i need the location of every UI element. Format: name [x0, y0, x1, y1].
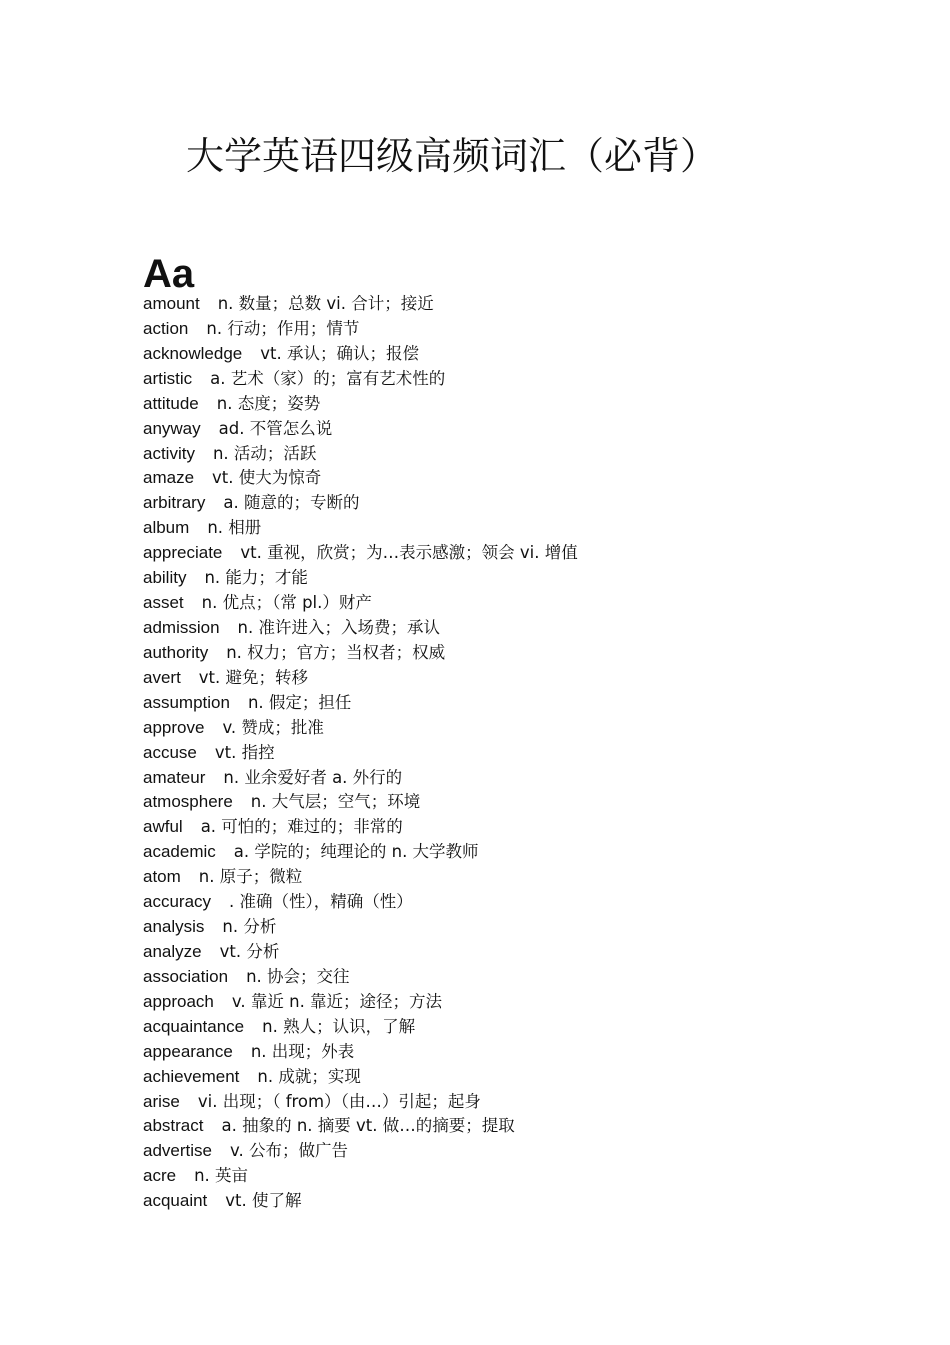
vocabulary-entry — [143, 915, 903, 940]
entry-definition: . 准确（性），精确（性） — [229, 892, 413, 912]
entry-word: approve — [143, 717, 205, 737]
vocabulary-entry — [143, 815, 903, 840]
entry-definition: n. 熟人；认识，了解 — [262, 1016, 416, 1036]
vocabulary-entry — [143, 392, 903, 417]
entry-definition: vt. 承认；确认；报偿 — [260, 343, 419, 363]
vocabulary-entry — [143, 666, 903, 691]
entry-definition: a. 抽象的 n. 摘要 vt. 做…的摘要；提取 — [221, 1116, 515, 1136]
entry-word: abstract — [143, 1116, 204, 1136]
entry-word: action — [143, 318, 189, 338]
entry-definition: n. 行动；作用；情节 — [206, 318, 360, 338]
entry-definition: n. 活动；活跃 — [212, 443, 317, 463]
vocabulary-entry — [143, 1065, 903, 1090]
vocabulary-entry — [143, 591, 903, 616]
entry-word: artistic — [143, 368, 193, 388]
entry-definition: n. 英亩 — [194, 1166, 249, 1186]
entry-word: amaze — [143, 468, 195, 488]
vocabulary-entry — [143, 1040, 903, 1065]
entry-definition: v. 公布；做广告 — [229, 1141, 348, 1161]
vocabulary-entry — [143, 616, 903, 641]
vocabulary-entry — [143, 317, 903, 342]
entry-word: acquaint — [143, 1191, 208, 1211]
entry-word: acknowledge — [143, 343, 243, 363]
entry-definition: vt. 使了解 — [225, 1191, 302, 1211]
vocabulary-entry — [143, 1189, 903, 1214]
vocabulary-entry — [143, 1114, 903, 1139]
vocabulary-entry — [143, 865, 903, 890]
entry-word: arise — [143, 1091, 180, 1111]
entry-definition: v. 赞成；批准 — [222, 717, 324, 737]
entry-word: appearance — [143, 1041, 233, 1061]
entry-definition: n. 相册 — [207, 518, 262, 538]
entry-word: appreciate — [143, 543, 223, 563]
vocabulary-entry — [143, 1164, 903, 1189]
entry-word: album — [143, 518, 190, 538]
entry-word: acre — [143, 1166, 177, 1186]
vocabulary-entry — [143, 716, 903, 741]
entry-definition: n. 数量；总数 vi. 合计；接近 — [217, 294, 434, 313]
entry-definition: n. 大气层；空气；环境 — [250, 792, 421, 812]
entry-definition: n. 原子；微粒 — [198, 867, 303, 887]
entry-definition: a. 学院的；纯理论的 n. 大学教师 — [233, 842, 479, 862]
entry-definition: vt. 使大为惊奇 — [212, 468, 322, 488]
entry-word: anyway — [143, 418, 201, 438]
entry-definition: vt. 重视，欣赏；为…表示感激；领会 vi. 增值 — [240, 543, 578, 563]
entry-word: atom — [143, 867, 181, 887]
entry-word: attitude — [143, 393, 199, 413]
entry-definition: n. 协会；交往 — [246, 966, 350, 986]
entry-definition: v. 靠近 n. 靠近；途径；方法 — [231, 991, 443, 1011]
vocabulary-entry — [143, 641, 903, 666]
entry-definition: n. 权力；官方；当权者；权威 — [226, 642, 446, 662]
vocabulary-entry — [143, 1090, 903, 1115]
entry-definition: n. 出现；外表 — [250, 1041, 355, 1061]
entry-word: association — [143, 966, 229, 986]
vocabulary-entry — [143, 292, 903, 317]
vocabulary-entry — [143, 516, 903, 541]
entry-definition: vt. 指控 — [214, 742, 275, 762]
entry-word: advertise — [143, 1141, 212, 1161]
entry-word: amateur — [143, 767, 206, 787]
entry-word: analyze — [143, 941, 202, 961]
entry-word: achievement — [143, 1066, 240, 1086]
entry-definition: n. 准许进入；入场费；承认 — [237, 617, 440, 637]
vocabulary-entry — [143, 342, 903, 367]
entry-definition: n. 业余爱好者 a. 外行的 — [223, 767, 403, 787]
vocabulary-entry — [143, 417, 903, 442]
vocabulary-entry — [143, 1015, 903, 1040]
entry-word: approach — [143, 991, 214, 1011]
entry-definition: n. 成就；实现 — [257, 1066, 361, 1086]
entry-word: ability — [143, 568, 187, 588]
entry-word: accuse — [143, 742, 197, 762]
vocabulary-entry — [143, 790, 903, 815]
document-title: 大学英语四级高频词汇（必背） — [186, 134, 719, 178]
entry-word: asset — [143, 593, 184, 613]
entry-word: admission — [143, 617, 220, 637]
entry-definition: vt. 分析 — [219, 941, 280, 961]
entry-definition: a. 随意的；专断的 — [223, 493, 360, 513]
vocabulary-entry — [143, 442, 903, 467]
entry-definition: n. 优点；（常 pl.）财产 — [201, 593, 372, 613]
vocabulary-entry — [143, 1139, 903, 1164]
vocabulary-entry — [143, 840, 903, 865]
entry-word: academic — [143, 842, 216, 862]
vocabulary-entry — [143, 691, 903, 716]
entry-word: atmosphere — [143, 792, 233, 812]
entry-word: avert — [143, 667, 181, 687]
entry-word: acquaintance — [143, 1016, 245, 1036]
entry-definition: ad. 不管怎么说 — [218, 418, 333, 438]
entry-definition: a. 可怕的；难过的；非常的 — [200, 817, 403, 837]
vocabulary-entry — [143, 890, 903, 915]
vocabulary-list — [143, 292, 903, 1214]
vocabulary-entry — [143, 741, 903, 766]
entry-word: activity — [143, 443, 195, 463]
entry-word: assumption — [143, 692, 230, 712]
vocabulary-entry — [143, 466, 903, 491]
vocabulary-entry — [143, 766, 903, 791]
entry-definition: n. 态度；姿势 — [216, 393, 321, 413]
entry-word: accuracy — [143, 892, 212, 912]
entry-word: analysis — [143, 917, 205, 937]
section-letter-heading: Aa — [143, 252, 195, 296]
entry-definition: n. 假定；担任 — [247, 692, 352, 712]
entry-word: authority — [143, 642, 209, 662]
vocabulary-entry — [143, 990, 903, 1015]
entry-definition: vt. 避免；转移 — [198, 667, 309, 687]
vocabulary-entry — [143, 940, 903, 965]
entry-definition: n. 分析 — [222, 917, 277, 937]
vocabulary-entry — [143, 541, 903, 566]
vocabulary-entry — [143, 566, 903, 591]
entry-definition: a. 艺术（家）的；富有艺术性的 — [210, 368, 446, 388]
entry-word: arbitrary — [143, 493, 206, 513]
vocabulary-entry — [143, 491, 903, 516]
entry-definition: vi. 出现；（ from）（由…）引起；起身 — [197, 1091, 481, 1111]
vocabulary-entry — [143, 367, 903, 392]
entry-definition: n. 能力；才能 — [204, 568, 308, 588]
entry-word: amount — [143, 294, 200, 313]
entry-word: awful — [143, 817, 183, 837]
vocabulary-entry — [143, 965, 903, 990]
